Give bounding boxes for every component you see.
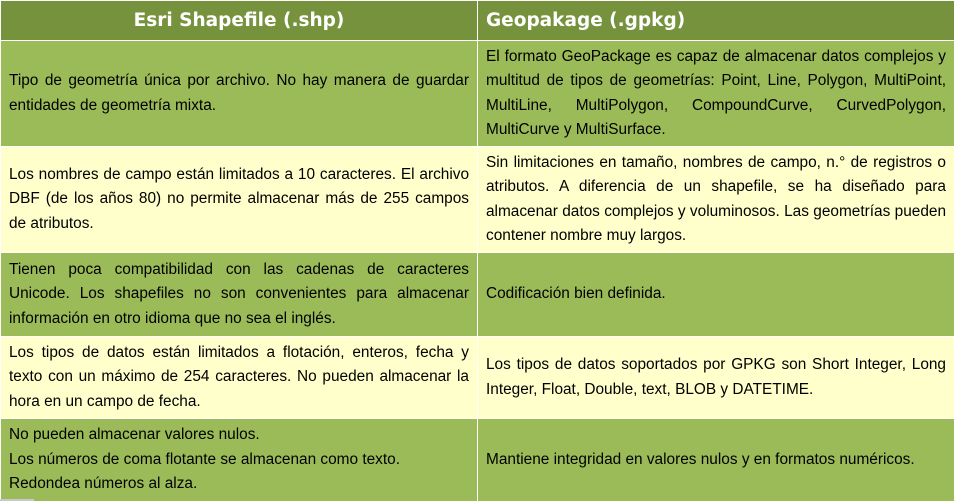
table-row xyxy=(1,147,955,253)
geopackage-cell: Sin limitaciones en tamaño, nombres de campo, n.° de registros o atributos. A diferencia de un shapefile, se ha diseñado para almacenar datos complejos y voluminosos. Las geometrías pueden contener nombre muy largos. xyxy=(478,147,955,253)
shapefile-line: No pueden almacenar valores nulos. xyxy=(9,426,260,444)
geopackage-cell: El formato GeoPackage es capaz de almacenar datos complejos y multitud de tipos de geometrías: Point, Line, Polygon, MultiPoint, MultiLine, MultiPolygon, CompoundCurve, CurvedPolygon, MultiCurve y MultiSurface. xyxy=(478,41,955,147)
shapefile-cell: Los nombres de campo están limitados a 10 caracteres. El archivo DBF (de los años 80) no permite almacenar más de 255 campos de atributos. xyxy=(1,147,478,253)
shapefile-line: Redondea números al alza. xyxy=(9,475,198,493)
table-row xyxy=(1,253,955,337)
shapefile-cell: Tipo de geometría única por archivo. No hay manera de guardar entidades de geometría mixta. xyxy=(1,41,478,147)
shapefile-line: Los números de coma flotante se almacenan como texto. xyxy=(9,450,400,468)
table-row xyxy=(1,41,955,147)
shapefile-cell xyxy=(1,419,478,502)
shapefile-cell: Tienen poca compatibilidad con las cadenas de caracteres Unicode. Los shapefiles no son convenientes para almacenar información en otro idioma que no sea el inglés. xyxy=(1,253,478,337)
geopackage-cell: Los tipos de datos soportados por GPKG son Short Integer, Long Integer, Float, Double, text, BLOB y DATETIME. xyxy=(478,337,955,419)
geopackage-cell: Codificación bien definida. xyxy=(478,253,955,337)
shapefile-cell: Los tipos de datos están limitados a flotación, enteros, fecha y texto con un máximo de 254 caracteres. No pueden almacenar la hora en un campo de fecha. xyxy=(1,337,478,419)
table-row xyxy=(1,419,955,502)
header-shapefile: Esri Shapefile (.shp) xyxy=(1,1,478,41)
table-row xyxy=(1,337,955,419)
header-geopackage: Geopakage (.gpkg) xyxy=(478,1,955,41)
header-row xyxy=(1,1,955,41)
geopackage-cell: Mantiene integridad en valores nulos y en formatos numéricos. xyxy=(478,419,955,502)
